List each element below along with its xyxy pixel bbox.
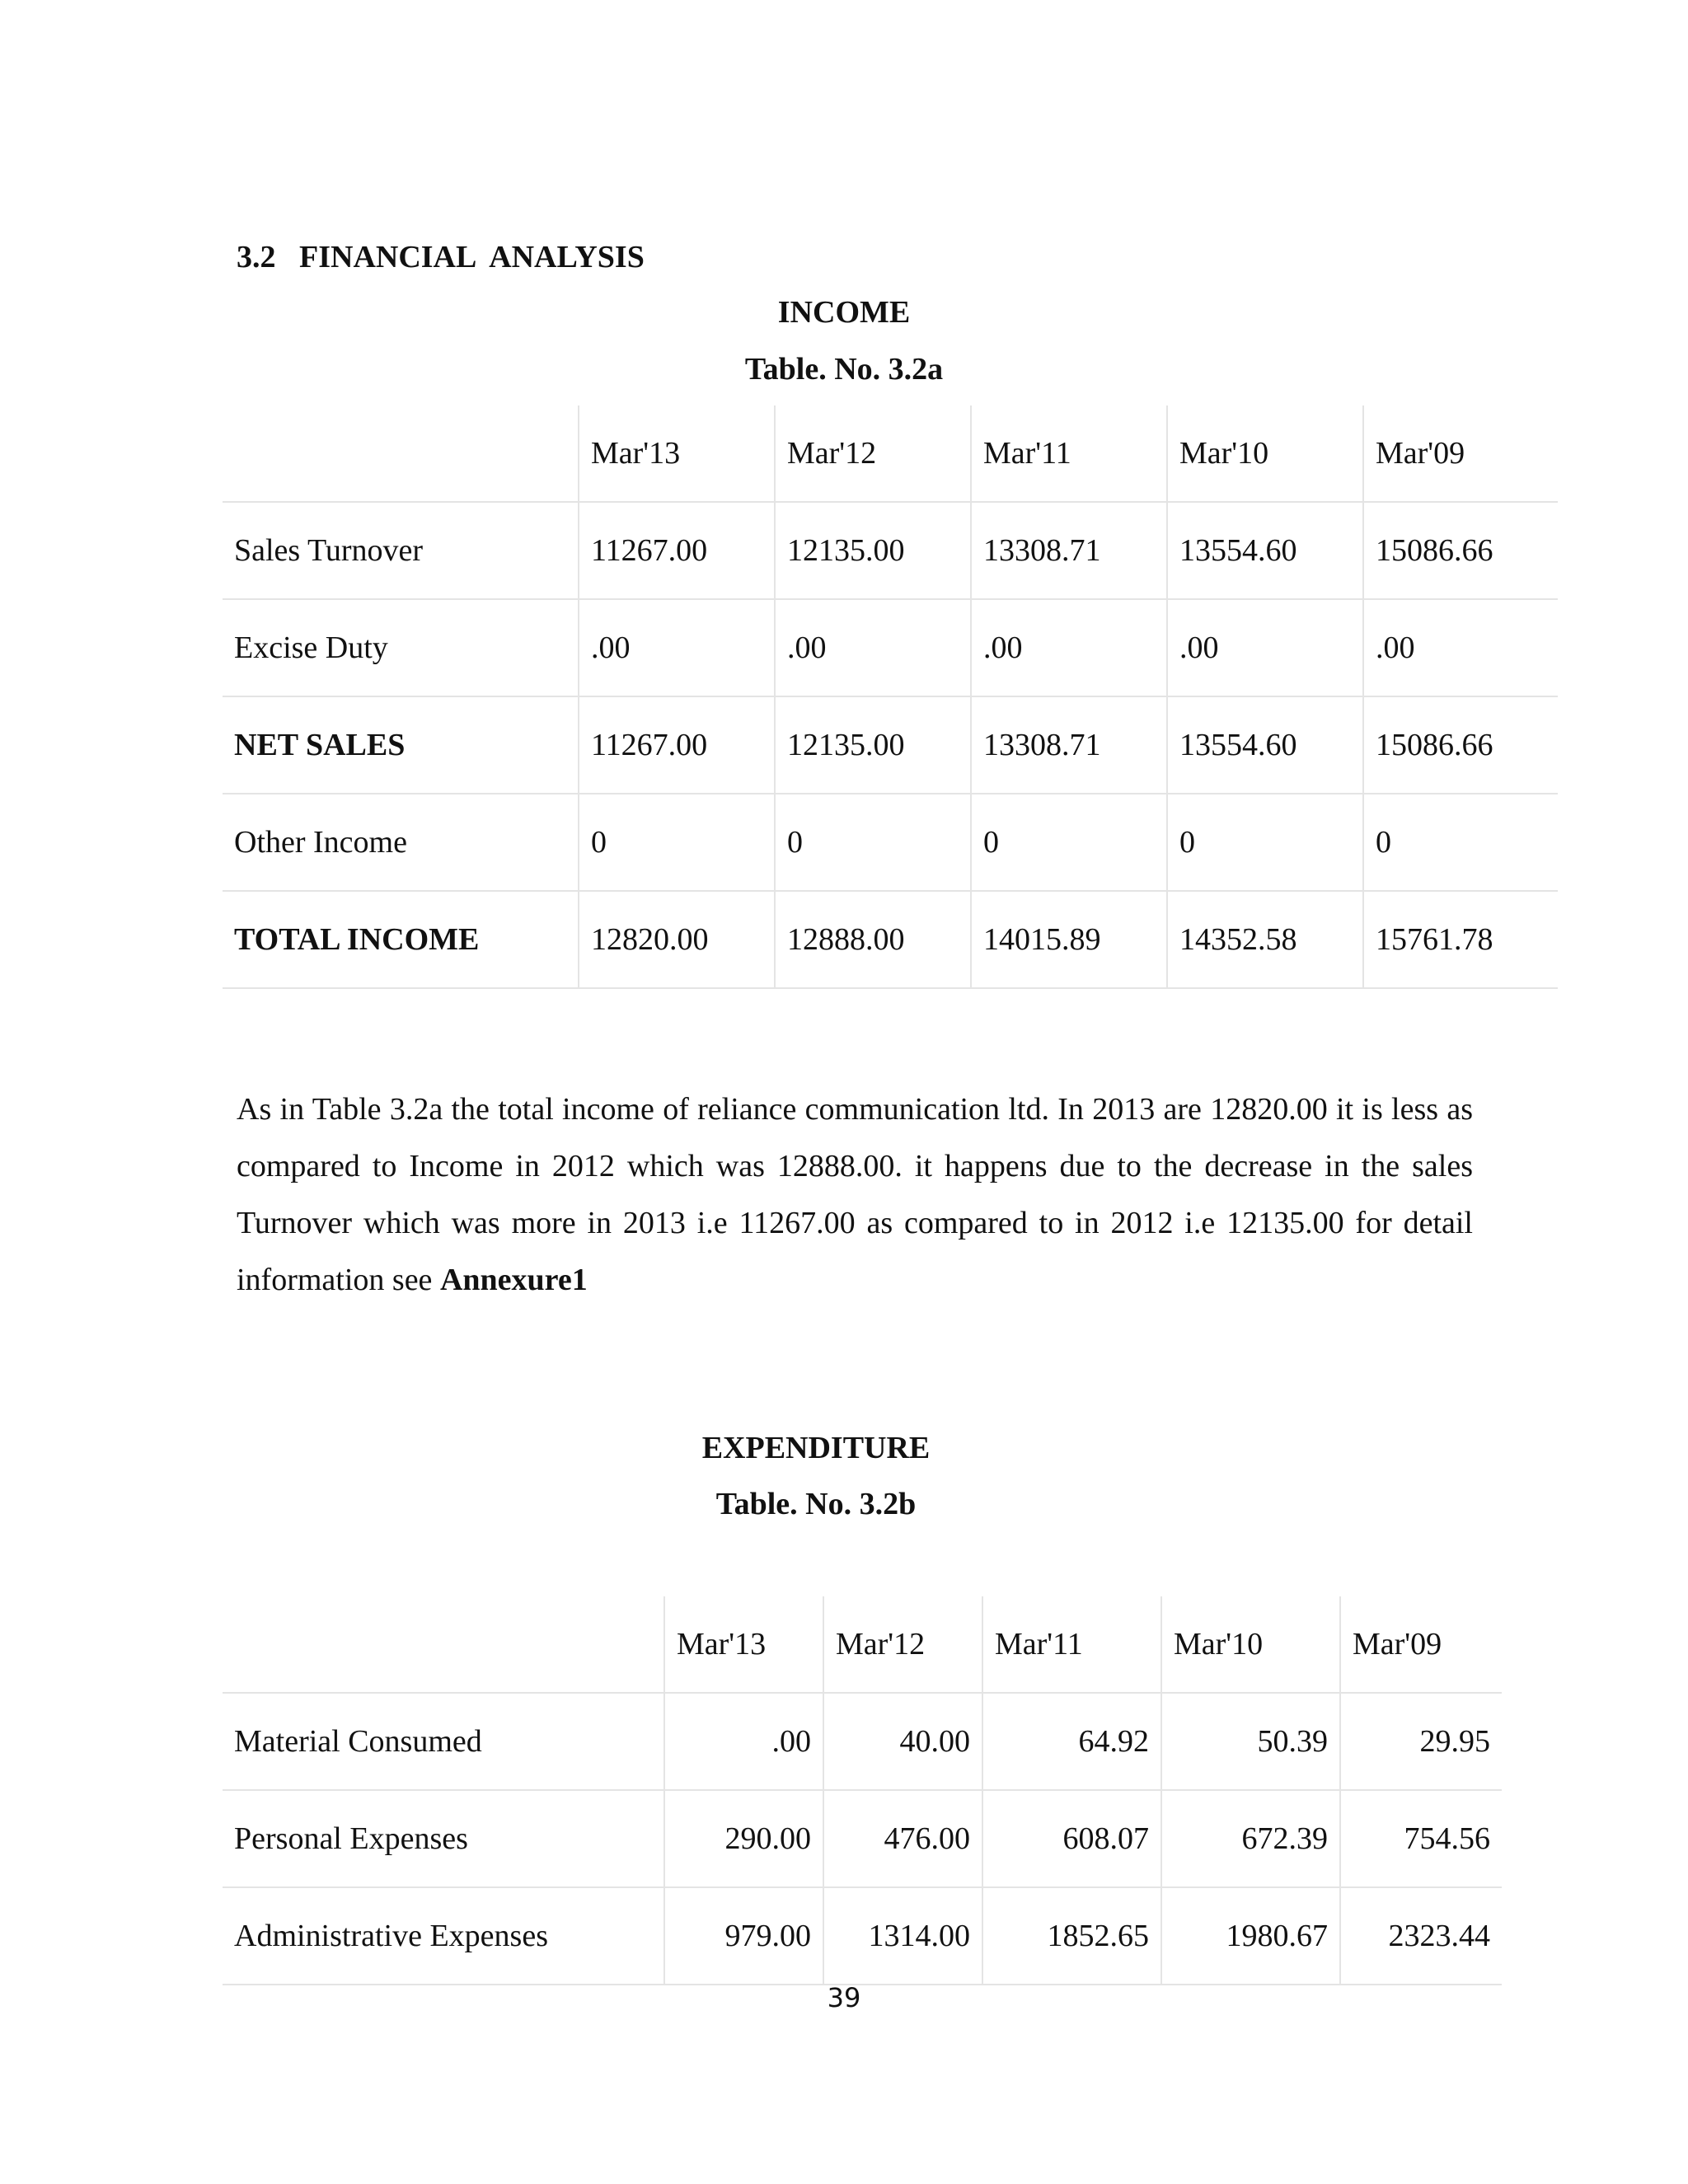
table-cell: 15086.66 (1363, 696, 1558, 794)
income-col-header: Mar'10 (1167, 405, 1363, 502)
table-cell: 0 (579, 794, 775, 891)
table-cell: 0 (1363, 794, 1558, 891)
table-row (223, 696, 1558, 794)
table-cell: 2323.44 (1340, 1887, 1502, 1985)
expenditure-table (223, 1596, 1502, 1985)
table-cell: 12135.00 (775, 696, 971, 794)
table-cell: 979.00 (664, 1887, 823, 1985)
row-label: Personal Expenses (223, 1790, 664, 1887)
income-header-row (223, 405, 1558, 502)
expenditure-col-header: Mar'11 (982, 1596, 1161, 1693)
table-cell: 14015.89 (971, 891, 1167, 988)
table-cell: 15086.66 (1363, 502, 1558, 599)
table-cell: 13308.71 (971, 502, 1167, 599)
expenditure-title: EXPENDITURE (701, 1431, 931, 1465)
paragraph-text: As in Table 3.2a the total income of reliance communication ltd. In 2013 are 12820.00 it is less as compared to Income in 2012 which was 12888.00. it happens due to the decrease in the sales Turnover which was more in 2013 i.e 11267.00 as compared to in 2012 i.e 12135.00 for detail information see (237, 1092, 1473, 1297)
table-cell: 12820.00 (579, 891, 775, 988)
table-cell: 13554.60 (1167, 696, 1363, 794)
table-cell: .00 (1363, 599, 1558, 696)
table-cell: 1852.65 (982, 1887, 1161, 1985)
table-row (223, 599, 1558, 696)
table-cell: 476.00 (823, 1790, 982, 1887)
table-cell: 12135.00 (775, 502, 971, 599)
income-table-number: Table. No. 3.2a (744, 352, 944, 387)
row-label: Administrative Expenses (223, 1887, 664, 1985)
income-header-corner (223, 405, 579, 502)
table-row (223, 1693, 1502, 1790)
row-label: Excise Duty (223, 599, 579, 696)
table-cell: 0 (971, 794, 1167, 891)
table-cell: 14352.58 (1167, 891, 1363, 988)
income-col-header: Mar'13 (579, 405, 775, 502)
row-label: Other Income (223, 794, 579, 891)
table-cell: 0 (775, 794, 971, 891)
table-cell: 11267.00 (579, 696, 775, 794)
expenditure-col-header: Mar'13 (664, 1596, 823, 1693)
table-cell: .00 (1167, 599, 1363, 696)
income-col-header: Mar'09 (1363, 405, 1558, 502)
expenditure-col-header: Mar'10 (1161, 1596, 1340, 1693)
annexure-reference: Annexure1 (439, 1263, 588, 1297)
row-label: Material Consumed (223, 1693, 664, 1790)
table-cell: 1980.67 (1161, 1887, 1340, 1985)
table-row (223, 502, 1558, 599)
table-cell: .00 (579, 599, 775, 696)
table-cell: 608.07 (982, 1790, 1161, 1887)
expenditure-table-number: Table. No. 3.2b (715, 1487, 917, 1521)
table-cell: 290.00 (664, 1790, 823, 1887)
table-row (223, 1790, 1502, 1887)
table-cell: 11267.00 (579, 502, 775, 599)
table-cell: 50.39 (1161, 1693, 1340, 1790)
table-row (223, 1887, 1502, 1985)
page-number: 39 (827, 1982, 861, 2013)
expenditure-header-corner (223, 1596, 664, 1693)
income-col-header: Mar'11 (971, 405, 1167, 502)
table-cell: 40.00 (823, 1693, 982, 1790)
table-cell: .00 (971, 599, 1167, 696)
row-label: Sales Turnover (223, 502, 579, 599)
income-title: INCOME (777, 295, 911, 330)
table-cell: 13554.60 (1167, 502, 1363, 599)
table-row (223, 794, 1558, 891)
table-cell: .00 (664, 1693, 823, 1790)
income-table (223, 405, 1558, 989)
table-cell: .00 (775, 599, 971, 696)
table-cell: 64.92 (982, 1693, 1161, 1790)
table-cell: 15761.78 (1363, 891, 1558, 988)
table-cell: 29.95 (1340, 1693, 1502, 1790)
table-cell: 754.56 (1340, 1790, 1502, 1887)
analysis-paragraph (237, 1081, 1473, 1309)
section-heading: 3.2 FINANCIAL ANALYSIS (237, 240, 645, 274)
table-row (223, 891, 1558, 988)
expenditure-header-row (223, 1596, 1502, 1693)
table-cell: 1314.00 (823, 1887, 982, 1985)
income-col-header: Mar'12 (775, 405, 971, 502)
expenditure-col-header: Mar'12 (823, 1596, 982, 1693)
table-cell: 13308.71 (971, 696, 1167, 794)
table-cell: 12888.00 (775, 891, 971, 988)
expenditure-col-header: Mar'09 (1340, 1596, 1502, 1693)
row-label: TOTAL INCOME (223, 891, 579, 988)
row-label: NET SALES (223, 696, 579, 794)
table-cell: 672.39 (1161, 1790, 1340, 1887)
table-cell: 0 (1167, 794, 1363, 891)
